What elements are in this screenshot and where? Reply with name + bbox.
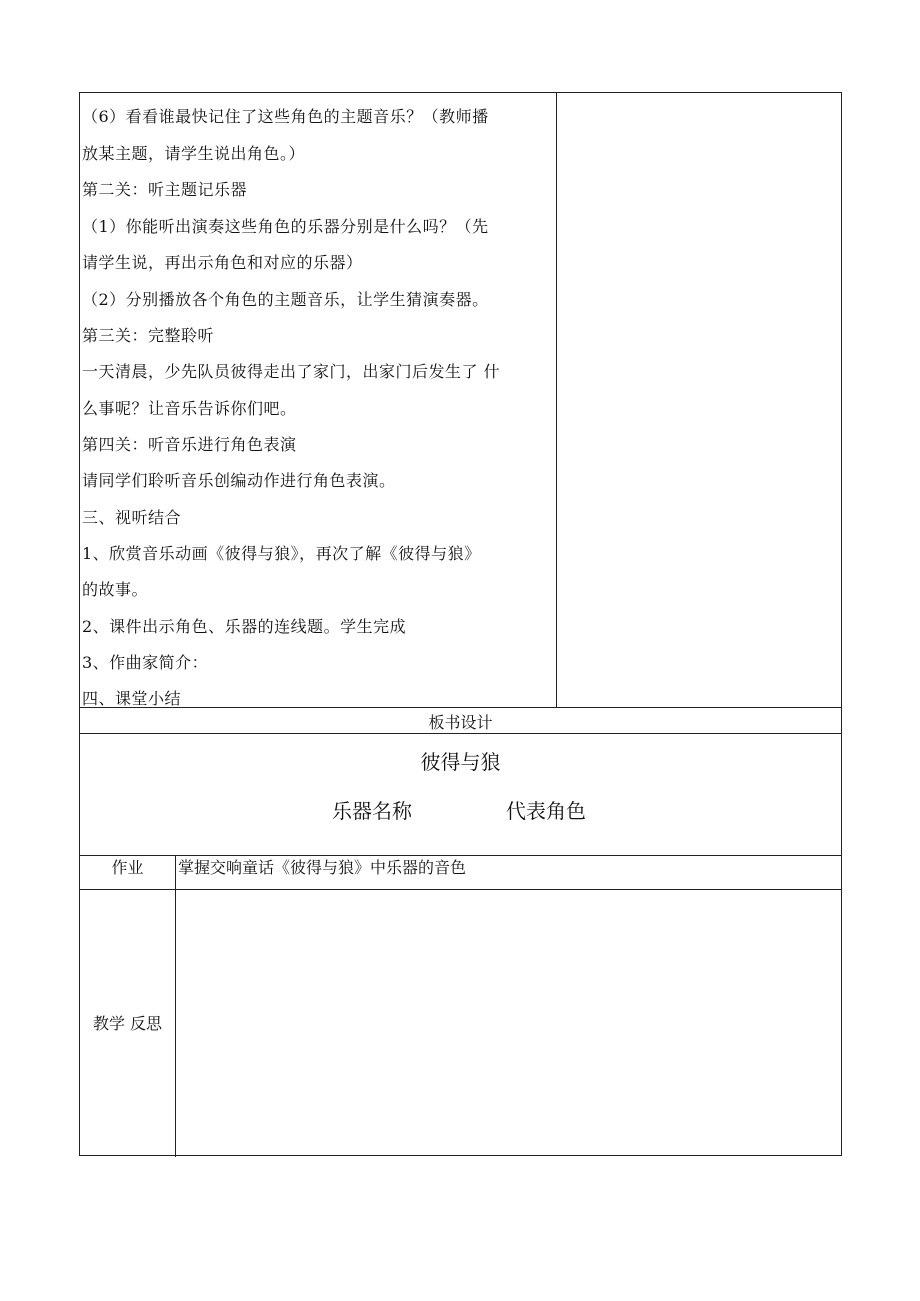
role-label: 代表角色 — [506, 799, 586, 823]
lesson-line: 3、作曲家简介： — [82, 653, 209, 672]
lesson-line: 第四关：听音乐进行角色表演 — [82, 435, 297, 454]
lesson-line: 2、课件出示角色、乐器的连线题。学生完成 — [82, 617, 407, 636]
lesson-line: 么事呢？让音乐告诉你们吧。 — [82, 399, 297, 418]
reflection-label: 教学 反思 — [92, 1014, 163, 1033]
lesson-line: 三、视听结合 — [82, 508, 182, 527]
lesson-plan-table — [79, 92, 842, 1156]
reflection-content-cell — [176, 890, 842, 1156]
column-divider — [556, 93, 557, 707]
lesson-line: 第三关：完整聆听 — [82, 326, 215, 345]
row-divider — [80, 855, 841, 856]
lesson-line: 请同学们聆听音乐创编动作进行角色表演。 — [82, 471, 396, 490]
lesson-line: 的故事。 — [82, 580, 149, 599]
lesson-line: （6）看看谁最快记住了这些角色的主题音乐？（教师播 — [82, 107, 489, 126]
row-divider — [80, 733, 841, 734]
lesson-process-cell — [80, 93, 556, 707]
lesson-line: 请学生说，再出示角色和对应的乐器） — [82, 253, 363, 272]
homework-content: 掌握交响童话《彼得与狼》中乐器的音色 — [178, 858, 467, 877]
lesson-line: 1、欣赏音乐动画《彼得与狼》，再次了解《彼得与狼》 — [82, 544, 481, 563]
lesson-line: 第二关：听主题记乐器 — [82, 180, 248, 199]
homework-label: 作业 — [111, 858, 144, 877]
board-title: 彼得与狼 — [420, 750, 501, 774]
lesson-line: 放某主题，请学生说出角色。） — [82, 144, 306, 163]
board-design-header: 板书设计 — [428, 713, 493, 732]
lesson-line: （2）分别播放各个角色的主题音乐，让学生猜演奏器。 — [82, 290, 489, 309]
row-divider — [80, 707, 841, 708]
lesson-line: 一天清晨，少先队员彼得走出了家门，出家门后发生了 什 — [82, 362, 501, 381]
instrument-name-label: 乐器名称 — [332, 799, 412, 823]
lesson-line: （1）你能听出演奏这些角色的乐器分别是什么吗？（先 — [82, 217, 489, 236]
lesson-line: 四、课堂小结 — [82, 689, 182, 708]
